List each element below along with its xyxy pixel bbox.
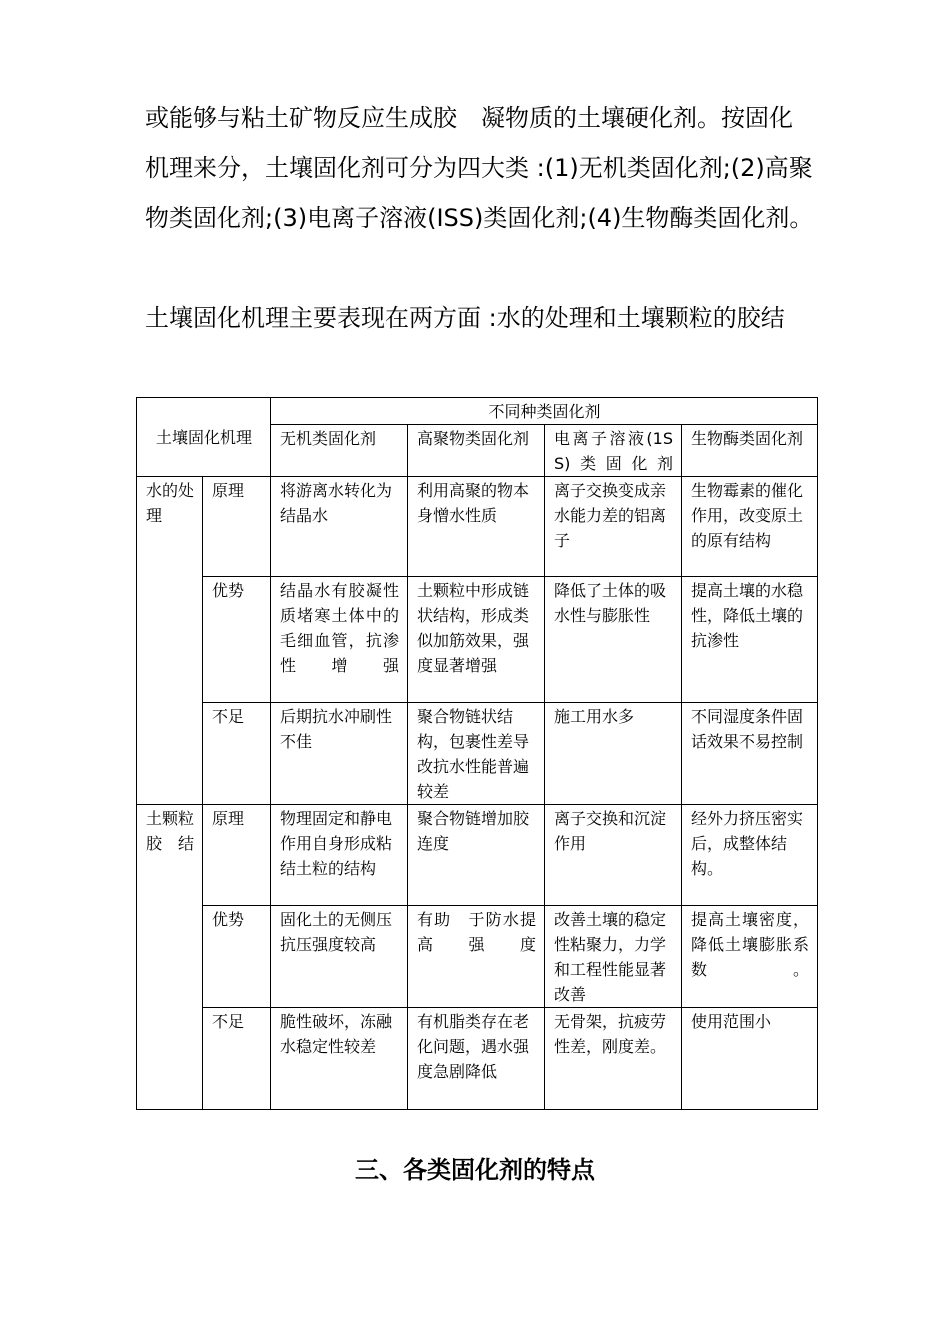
row-aspect: 原理 — [203, 805, 271, 906]
table-cell: 离子交换和沉淀作用 — [545, 805, 682, 906]
table-cell: 固化土的无侧压抗压强度较高 — [271, 906, 408, 1008]
column-header-enzyme: 生物酶类固化剂 — [682, 425, 818, 477]
table-row — [137, 577, 818, 703]
table-row — [137, 906, 818, 1008]
row-aspect: 优势 — [203, 906, 271, 1008]
row-aspect: 优势 — [203, 577, 271, 703]
table-cell: 改善土壤的稳定性粘聚力，力学和工程性能显著改善 — [545, 906, 682, 1008]
row-aspect: 不足 — [203, 1008, 271, 1110]
table-group-header: 不同种类固化剂 — [271, 398, 818, 425]
table-row — [137, 477, 818, 577]
column-header-inorganic: 无机类固化剂 — [271, 425, 408, 477]
section-heading: 三、各类固化剂的特点 — [355, 1156, 595, 1184]
table-cell: 降低了土体的吸水性与膨胀性 — [545, 577, 682, 703]
table-cell: 利用高聚的物本身憎水性质 — [408, 477, 545, 577]
table-row — [137, 1008, 818, 1110]
body-paragraph-classification: 或能够与粘土矿物反应生成胶 凝物质的土壤硬化剂。按固化机理来分，土壤固化剂可分为四大类 :(1)无机类固化剂;(2)高聚物类固化剂;(3)电离子溶液(ISS)类固化剂;(4)生物酶类固化剂。 — [145, 104, 814, 232]
table-cell: 不同湿度条件固话效果不易控制 — [682, 703, 818, 805]
table-cell: 脆性破坏，冻融水稳定性较差 — [271, 1008, 408, 1110]
table-cell: 经外力挤压密实后，成整体结构。 — [682, 805, 818, 906]
table-cell: 有助 于防水提高强度 — [408, 906, 545, 1008]
row-aspect: 不足 — [203, 703, 271, 805]
table-cell: 施工用水多 — [545, 703, 682, 805]
row-aspect: 原理 — [203, 477, 271, 577]
table-cell: 聚合物链状结构，包裹性差导改抗水性能普遍较差 — [408, 703, 545, 805]
table-row — [137, 703, 818, 805]
section-label-particle: 土颗粒胶结 — [137, 805, 203, 1110]
table-cell: 有机脂类存在老化问题，遇水强度急剧降低 — [408, 1008, 545, 1110]
section-label-water: 水的处理 — [137, 477, 203, 805]
table-cell: 土颗粒中形成链状结构，形成类似加筋效果，强度显著增强 — [408, 577, 545, 703]
table-cell: 离子交换变成亲水能力差的铝离子 — [545, 477, 682, 577]
table-cell: 后期抗水冲刷性不佳 — [271, 703, 408, 805]
table-cell: 物理固定和静电作用自身形成粘结土粒的结构 — [271, 805, 408, 906]
table-cell: 聚合物链增加胶连度 — [408, 805, 545, 906]
table-row — [137, 805, 818, 906]
table-corner-header: 土壤固化机理 — [137, 398, 271, 477]
table-cell: 提高土壤的水稳性，降低土壤的抗渗性 — [682, 577, 818, 703]
body-paragraph-mechanism: 土壤固化机理主要表现在两方面 :水的处理和土壤颗粒的胶结 — [145, 304, 785, 332]
table-cell: 提高土壤密度，降低土壤膨胀系数。 — [682, 906, 818, 1008]
table-cell: 结晶水有胶凝性质堵寒土体中的毛细血管，抗渗性增强 — [271, 577, 408, 703]
table-cell: 无骨架，抗疲劳性差，刚度差。 — [545, 1008, 682, 1110]
mechanism-table — [136, 397, 818, 1110]
column-header-polymer: 高聚物类固化剂 — [408, 425, 545, 477]
table-cell: 将游离水转化为结晶水 — [271, 477, 408, 577]
column-header-ionic: 电离子溶液(1SS)类固化剂 — [545, 425, 682, 477]
table-cell: 使用范围小 — [682, 1008, 818, 1110]
table-cell: 生物霉素的催化作用，改变原土的原有结构 — [682, 477, 818, 577]
